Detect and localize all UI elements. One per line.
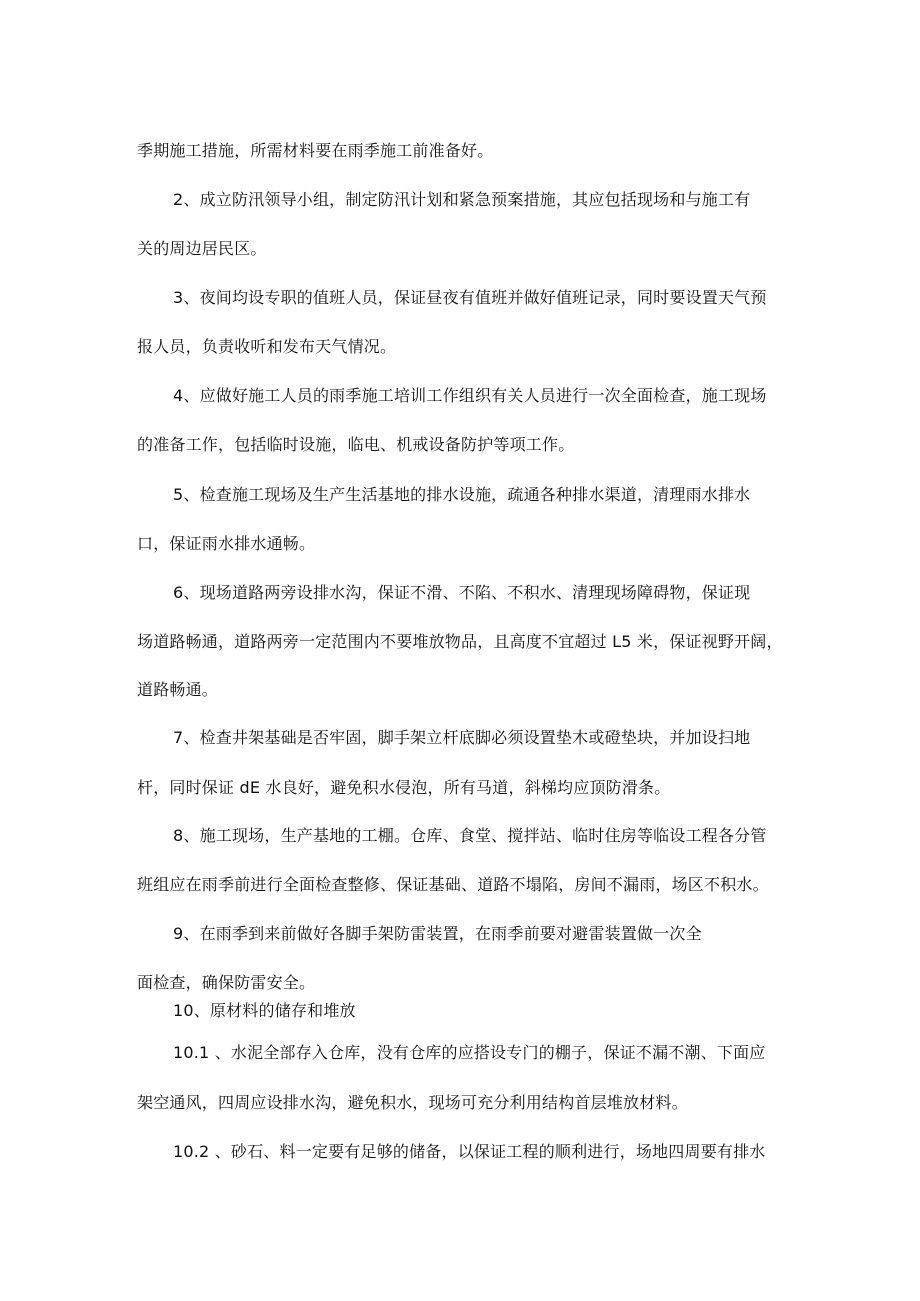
section-heading: 10、原材料的储存和堆放 — [173, 1001, 356, 1020]
paragraph-line: 场道路畅通，道路两旁一定范围内不要堆放物品，且高度不宜超过 L5 米，保证视野开阔， — [137, 632, 783, 651]
paragraph-line: 10.1 、水泥全部存入仓库，没有仓库的应搭设专门的棚子，保证不漏不潮、下面应 — [173, 1043, 766, 1062]
paragraph-line: 8、施工现场，生产基地的工棚。仓库、食堂、搅拌站、临时住房等临设工程各分管 — [173, 826, 767, 845]
paragraph-line: 班组应在雨季前进行全面检查整修、保证基础、道路不塌陷，房间不漏雨，场区不积水。 — [137, 875, 769, 894]
paragraph-line: 5、检查施工现场及生产生活基地的排水设施，疏通各种排水渠道，清理雨水排水 — [173, 485, 751, 504]
paragraph-line: 面检查，确保防雷安全。 — [137, 973, 316, 992]
paragraph-line: 道路畅通。 — [137, 680, 219, 699]
paragraph-line: 2、成立防汛领导小组，制定防汛计划和紧急预案措施，其应包括现场和与施工有 — [173, 190, 751, 209]
paragraph-line: 9、在雨季到来前做好各脚手架防雷装置，在雨季前要对避雷装置做一次全 — [173, 924, 702, 943]
paragraph-line: 杆，同时保证 dE 水良好，避免积水侵泡，所有马道，斜梯均应顶防滑条。 — [137, 778, 671, 797]
paragraph-line: 报人员，负责收听和发布天气情况。 — [137, 337, 397, 356]
paragraph-line: 10.2 、砂石、料一定要有足够的储备，以保证工程的顺利进行，场地四周要有排水 — [173, 1142, 766, 1161]
paragraph-line: 口，保证雨水排水通畅。 — [137, 534, 316, 553]
paragraph-line: 的准备工作，包括临时设施，临电、机戒设备防护等项工作。 — [137, 435, 575, 454]
paragraph-line: 7、检查井架基础是否牢固，脚手架立杆底脚必须设置垫木或磴垫块，并加设扫地 — [173, 728, 751, 747]
paragraph-line: 季期施工措施，所需材料要在雨季施工前准备好。 — [137, 141, 494, 160]
paragraph-line: 架空通风，四周应设排水沟，避免积水，现场可充分利用结构首层堆放材料。 — [137, 1093, 688, 1112]
paragraph-line: 3、夜间均设专职的值班人员，保证昼夜有值班并做好值班记录，同时要设置天气预 — [173, 288, 767, 307]
paragraph-line: 4、应做好施工人员的雨季施工培训工作组织有关人员进行一次全面检查，施工现场 — [173, 386, 767, 405]
paragraph-line: 6、现场道路两旁设排水沟，保证不滑、不陷、不积水、清理现场障碍物，保证现 — [173, 583, 751, 602]
paragraph-line: 关的周边居民区。 — [137, 239, 267, 258]
